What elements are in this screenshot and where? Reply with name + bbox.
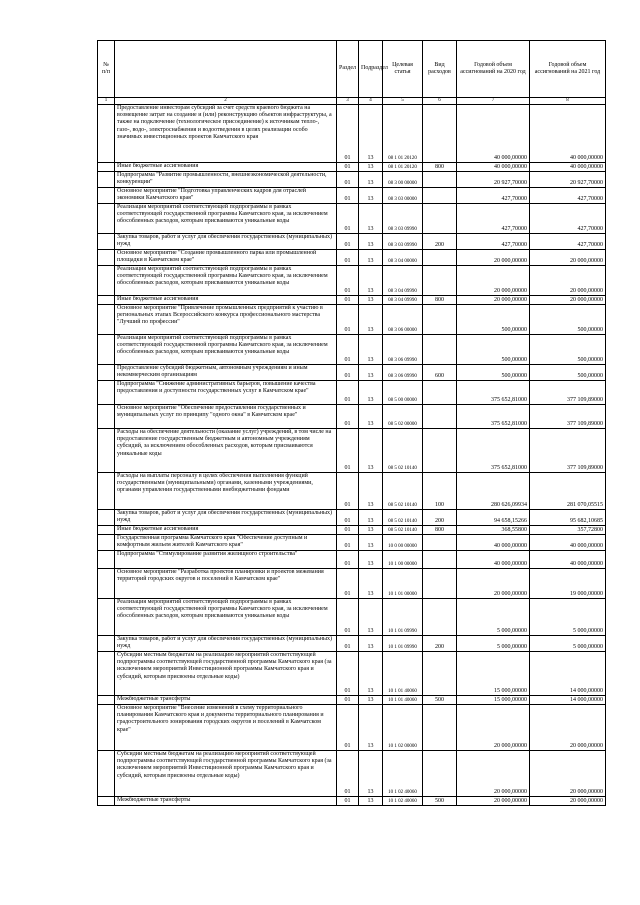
- header-expense-type: Вид расходов: [423, 41, 457, 98]
- table-body: [98, 105, 606, 806]
- row-amount-2020: 40 000,00000: [457, 551, 530, 569]
- column-number: 6: [423, 98, 457, 105]
- row-subsection: 13: [359, 172, 383, 188]
- row-num: [98, 266, 115, 296]
- table-row: [98, 305, 606, 335]
- row-subsection: 13: [359, 797, 383, 806]
- row-subsection: 13: [359, 569, 383, 599]
- table-row: [98, 266, 606, 296]
- row-amount-2021: 20 000,00000: [530, 250, 606, 266]
- row-expense-type: 800: [423, 526, 457, 535]
- row-num: [98, 188, 115, 204]
- row-subsection: 13: [359, 535, 383, 551]
- row-amount-2021: 357,72800: [530, 526, 606, 535]
- row-section: 01: [337, 551, 359, 569]
- row-section: 01: [337, 510, 359, 526]
- row-amount-2021: 427,70000: [530, 188, 606, 204]
- row-num: [98, 526, 115, 535]
- row-target-code: 08 1 01 20120: [383, 105, 423, 163]
- row-name: Расходы на обеспечение деятельности (оказание услуг) учреждений, в том числе на предоставление государственным бюджетным и автономным учреждениям субсидий, за исключением обособленных расходов, которым присваиваются уникальные коды: [115, 429, 337, 473]
- row-expense-type: [423, 250, 457, 266]
- row-amount-2020: 427,70000: [457, 234, 530, 250]
- row-expense-type: [423, 569, 457, 599]
- row-amount-2020: 427,70000: [457, 204, 530, 234]
- row-num: [98, 296, 115, 305]
- table-row: [98, 429, 606, 473]
- row-name: Основное мероприятие "Привлечение промышленных предприятий к участию в региональных этапах Всероссийского конкурса профессионального мастерства "Лучший по профессии": [115, 305, 337, 335]
- row-amount-2020: 20 000,00000: [457, 797, 530, 806]
- row-subsection: 13: [359, 636, 383, 652]
- row-target-code: 08 3 04 00000: [383, 250, 423, 266]
- row-num: [98, 751, 115, 797]
- row-name: Основное мероприятие "Подготовка управленческих кадров для отраслей экономики Камчатского края": [115, 188, 337, 204]
- row-section: 01: [337, 335, 359, 365]
- row-amount-2021: 20 000,00000: [530, 266, 606, 296]
- row-expense-type: [423, 188, 457, 204]
- row-name: Основное мероприятие "Внесение изменений в схему территориального планирования Камчатского края и документы территориального планирования и градостроительного зонирования городских округов и поселений в Камчатском крае": [115, 705, 337, 751]
- row-subsection: 13: [359, 381, 383, 405]
- row-name: Закупка товаров, работ и услуг для обеспечения государственных (муниципальных) нужд: [115, 510, 337, 526]
- row-num: [98, 535, 115, 551]
- row-expense-type: [423, 705, 457, 751]
- row-expense-type: [423, 204, 457, 234]
- row-expense-type: [423, 172, 457, 188]
- row-subsection: 13: [359, 429, 383, 473]
- row-subsection: 13: [359, 266, 383, 296]
- row-section: 01: [337, 636, 359, 652]
- column-number: 7: [457, 98, 530, 105]
- row-section: 01: [337, 599, 359, 636]
- column-number: 8: [530, 98, 606, 105]
- row-num: [98, 234, 115, 250]
- row-amount-2021: 377 109,89000: [530, 381, 606, 405]
- row-name: Закупка товаров, работ и услуг для обеспечения государственных (муниципальных) нужд: [115, 636, 337, 652]
- row-amount-2021: 40 000,00000: [530, 535, 606, 551]
- table-header-row: [98, 41, 606, 98]
- table-row: [98, 405, 606, 429]
- row-target-code: 08 1 01 20120: [383, 163, 423, 172]
- row-amount-2020: 427,70000: [457, 188, 530, 204]
- row-target-code: 08 3 06 09990: [383, 365, 423, 381]
- budget-table: [97, 40, 606, 806]
- row-name: Основное мероприятие "Создание промышленного парка или промышленной площадки в Камчатском крае": [115, 250, 337, 266]
- row-target-code: 08 3 04 09990: [383, 266, 423, 296]
- row-amount-2020: 20 000,00000: [457, 296, 530, 305]
- row-name: Межбюджетные трансферты: [115, 696, 337, 705]
- row-name: Подпрограмма "Развитие промышленности, внешнеэкономической деятельности, конкуренции": [115, 172, 337, 188]
- row-num: [98, 172, 115, 188]
- row-target-code: 08 3 04 09990: [383, 296, 423, 305]
- row-num: [98, 105, 115, 163]
- row-section: 01: [337, 751, 359, 797]
- row-amount-2020: 5 000,00000: [457, 599, 530, 636]
- row-target-code: 08 5 02 10140: [383, 473, 423, 510]
- row-name: Реализация мероприятий соответствующей подпрограммы в рамках соответствующей государственной программы Камчатского края, за исключением обособленных расходов, которым присваиваются уникальные коды: [115, 599, 337, 636]
- row-amount-2020: 368,55800: [457, 526, 530, 535]
- row-expense-type: [423, 551, 457, 569]
- row-target-code: 08 5 02 10140: [383, 526, 423, 535]
- row-num: [98, 797, 115, 806]
- row-amount-2021: 377 109,89000: [530, 405, 606, 429]
- table-row: [98, 705, 606, 751]
- column-number: 5: [383, 98, 423, 105]
- row-amount-2021: 40 000,00000: [530, 551, 606, 569]
- table-row: [98, 535, 606, 551]
- row-amount-2021: 20 000,00000: [530, 705, 606, 751]
- table-row: [98, 204, 606, 234]
- row-subsection: 13: [359, 751, 383, 797]
- row-target-code: 10 1 01 09990: [383, 599, 423, 636]
- table-row: [98, 569, 606, 599]
- row-section: 01: [337, 172, 359, 188]
- table-row: [98, 551, 606, 569]
- row-amount-2020: 500,00000: [457, 365, 530, 381]
- row-name: Подпрограмма "Снижение административных барьеров, повышение качества предоставления и доступности государственных услуг в Камчатском крае": [115, 381, 337, 405]
- table-row: [98, 365, 606, 381]
- row-expense-type: [423, 751, 457, 797]
- row-subsection: 13: [359, 163, 383, 172]
- row-target-code: 08 5 02 00000: [383, 405, 423, 429]
- row-subsection: 13: [359, 296, 383, 305]
- row-amount-2021: 95 682,10685: [530, 510, 606, 526]
- row-expense-type: [423, 266, 457, 296]
- row-amount-2021: 20 000,00000: [530, 751, 606, 797]
- table-row: [98, 188, 606, 204]
- row-section: 01: [337, 266, 359, 296]
- row-amount-2020: 500,00000: [457, 305, 530, 335]
- row-name: Расходы на выплаты персоналу в целях обеспечения выполнения функций государственными (муниципальными) органами, казенными учреждениями, органами управления государственными внебюджетными фондами: [115, 473, 337, 510]
- row-num: [98, 599, 115, 636]
- row-name: Основное мероприятие "Обеспечение предоставления государственных и муниципальных услуг по принципу "одного окна" в Камчатском крае": [115, 405, 337, 429]
- row-num: [98, 569, 115, 599]
- row-section: 01: [337, 381, 359, 405]
- row-subsection: 13: [359, 473, 383, 510]
- row-amount-2020: 20 927,70000: [457, 172, 530, 188]
- row-section: 01: [337, 473, 359, 510]
- row-target-code: 08 3 06 09990: [383, 335, 423, 365]
- row-target-code: 08 3 03 00000: [383, 188, 423, 204]
- row-section: 01: [337, 188, 359, 204]
- row-subsection: 13: [359, 551, 383, 569]
- row-amount-2021: 14 000,00000: [530, 696, 606, 705]
- budget-table-sheet: [97, 40, 606, 806]
- row-expense-type: [423, 105, 457, 163]
- row-name: Государственная программа Камчатского края "Обеспечение доступным и комфортным жильем жителей Камчатского края": [115, 535, 337, 551]
- table-row: [98, 172, 606, 188]
- row-amount-2020: 280 626,09934: [457, 473, 530, 510]
- row-num: [98, 204, 115, 234]
- table-row: [98, 652, 606, 696]
- row-amount-2020: 20 000,00000: [457, 250, 530, 266]
- row-expense-type: [423, 405, 457, 429]
- row-section: 01: [337, 797, 359, 806]
- table-row: [98, 751, 606, 797]
- row-amount-2020: 5 000,00000: [457, 636, 530, 652]
- row-expense-type: [423, 429, 457, 473]
- row-amount-2020: 40 000,00000: [457, 105, 530, 163]
- row-num: [98, 551, 115, 569]
- row-amount-2021: 20 000,00000: [530, 296, 606, 305]
- row-amount-2020: 20 000,00000: [457, 266, 530, 296]
- row-section: 01: [337, 569, 359, 599]
- header-section: Раздел: [337, 41, 359, 98]
- row-amount-2021: 40 000,00000: [530, 163, 606, 172]
- row-amount-2020: 15 000,00000: [457, 696, 530, 705]
- header-target-article: Целевая статья: [383, 41, 423, 98]
- row-name: Субсидии местным бюджетам на реализацию мероприятий соответствующей подпрограммы соответствующей государственной программы Камчатского края (за исключением мероприятий Инвестиционной программы Камчатского края и субсидий, которым присвоены отдельные коды): [115, 751, 337, 797]
- row-expense-type: 800: [423, 296, 457, 305]
- row-target-code: 08 5 02 10140: [383, 429, 423, 473]
- row-name: Иные бюджетные ассигнования: [115, 296, 337, 305]
- row-section: 01: [337, 305, 359, 335]
- row-name: Реализация мероприятий соответствующей подпрограммы в рамках соответствующей государственной программы Камчатского края, за исключением обособленных расходов, которым присваиваются уникальные коды: [115, 204, 337, 234]
- header-subsection: Подраздел: [359, 41, 383, 98]
- row-subsection: 13: [359, 652, 383, 696]
- row-amount-2020: 375 652,81000: [457, 381, 530, 405]
- table-row: [98, 163, 606, 172]
- row-subsection: 13: [359, 105, 383, 163]
- row-target-code: 10 1 01 40060: [383, 652, 423, 696]
- row-amount-2021: 500,00000: [530, 305, 606, 335]
- row-num: [98, 305, 115, 335]
- table-row: [98, 473, 606, 510]
- row-section: 01: [337, 535, 359, 551]
- row-target-code: 08 3 03 09990: [383, 204, 423, 234]
- table-row: [98, 636, 606, 652]
- row-target-code: 10 1 02 00000: [383, 705, 423, 751]
- header-name: [115, 41, 337, 98]
- row-amount-2021: 427,70000: [530, 204, 606, 234]
- row-section: 01: [337, 204, 359, 234]
- row-section: 01: [337, 365, 359, 381]
- row-num: [98, 405, 115, 429]
- row-expense-type: 600: [423, 365, 457, 381]
- row-num: [98, 473, 115, 510]
- row-amount-2021: 40 000,00000: [530, 105, 606, 163]
- row-amount-2021: 20 000,00000: [530, 797, 606, 806]
- row-amount-2021: 20 927,70000: [530, 172, 606, 188]
- row-expense-type: 800: [423, 163, 457, 172]
- row-amount-2020: 40 000,00000: [457, 535, 530, 551]
- row-section: 01: [337, 250, 359, 266]
- row-amount-2021: 5 000,00000: [530, 599, 606, 636]
- row-amount-2020: 20 000,00000: [457, 705, 530, 751]
- row-amount-2021: 281 070,05515: [530, 473, 606, 510]
- row-subsection: 13: [359, 405, 383, 429]
- row-name: Реализация мероприятий соответствующей подпрограммы в рамках соответствующей государственной программы Камчатского края, за исключением обособленных расходов, которым присваиваются уникальные коды: [115, 335, 337, 365]
- column-number: 1: [98, 98, 115, 105]
- row-amount-2020: 20 000,00000: [457, 569, 530, 599]
- row-name: Реализация мероприятий соответствующей подпрограммы в рамках соответствующей государственной программы Камчатского края, за исключением обособленных расходов, которым присваиваются уникальные коды: [115, 266, 337, 296]
- table-row: [98, 510, 606, 526]
- row-expense-type: 200: [423, 636, 457, 652]
- row-target-code: 10 1 01 00000: [383, 569, 423, 599]
- row-name: Иные бюджетные ассигнования: [115, 526, 337, 535]
- row-expense-type: [423, 652, 457, 696]
- row-amount-2020: 375 652,81000: [457, 405, 530, 429]
- row-target-code: 10 1 01 40060: [383, 696, 423, 705]
- row-subsection: 13: [359, 204, 383, 234]
- table-row: [98, 296, 606, 305]
- row-target-code: 10 1 02 40060: [383, 751, 423, 797]
- row-expense-type: 500: [423, 797, 457, 806]
- row-num: [98, 381, 115, 405]
- table-row: [98, 526, 606, 535]
- row-section: 01: [337, 163, 359, 172]
- table-row: [98, 250, 606, 266]
- row-subsection: 13: [359, 234, 383, 250]
- row-amount-2020: 20 000,00000: [457, 751, 530, 797]
- row-num: [98, 429, 115, 473]
- table-row: [98, 335, 606, 365]
- table-row: [98, 599, 606, 636]
- row-target-code: 08 5 00 00000: [383, 381, 423, 405]
- row-section: 01: [337, 405, 359, 429]
- table-row: [98, 797, 606, 806]
- row-amount-2021: 500,00000: [530, 365, 606, 381]
- row-subsection: 13: [359, 365, 383, 381]
- header-year-2021: Годовой объем ассигнований на 2021 год: [530, 41, 606, 98]
- row-expense-type: 100: [423, 473, 457, 510]
- row-subsection: 13: [359, 599, 383, 636]
- row-target-code: 10 1 00 00000: [383, 551, 423, 569]
- row-section: 01: [337, 105, 359, 163]
- row-subsection: 13: [359, 526, 383, 535]
- row-amount-2021: 427,70000: [530, 234, 606, 250]
- row-subsection: 13: [359, 705, 383, 751]
- row-target-code: 08 3 06 00000: [383, 305, 423, 335]
- row-target-code: 10 1 01 09990: [383, 636, 423, 652]
- row-target-code: 10 0 00 00000: [383, 535, 423, 551]
- row-num: [98, 163, 115, 172]
- row-num: [98, 696, 115, 705]
- row-subsection: 13: [359, 250, 383, 266]
- row-name: Подпрограмма "Стимулирование развития жилищного строительства": [115, 551, 337, 569]
- row-name: Субсидии местным бюджетам на реализацию мероприятий соответствующей подпрограммы соответствующей государственной программы Камчатского края (за исключением мероприятий Инвестиционной программы Камчатского края и субсидий, которым присвоены отдельные коды): [115, 652, 337, 696]
- row-amount-2020: 94 658,15266: [457, 510, 530, 526]
- column-number: 2: [115, 98, 337, 105]
- row-num: [98, 652, 115, 696]
- row-expense-type: [423, 335, 457, 365]
- header-num: № п/п: [98, 41, 115, 98]
- row-name: Предоставление субсидий бюджетным, автономным учреждениям и иным некоммерческим организациям: [115, 365, 337, 381]
- row-expense-type: 200: [423, 510, 457, 526]
- row-section: 01: [337, 705, 359, 751]
- row-subsection: 13: [359, 188, 383, 204]
- row-num: [98, 250, 115, 266]
- row-section: 01: [337, 296, 359, 305]
- row-target-code: 10 1 02 40060: [383, 797, 423, 806]
- row-target-code: 08 3 03 09990: [383, 234, 423, 250]
- row-subsection: 13: [359, 305, 383, 335]
- table-row: [98, 234, 606, 250]
- table-row: [98, 696, 606, 705]
- table-row: [98, 105, 606, 163]
- row-amount-2021: 19 000,00000: [530, 569, 606, 599]
- row-section: 01: [337, 526, 359, 535]
- row-section: 01: [337, 429, 359, 473]
- row-amount-2020: 15 000,00000: [457, 652, 530, 696]
- column-number: 4: [359, 98, 383, 105]
- row-section: 01: [337, 234, 359, 250]
- row-amount-2021: 377 109,89000: [530, 429, 606, 473]
- row-num: [98, 636, 115, 652]
- row-section: 01: [337, 696, 359, 705]
- row-target-code: 08 3 00 00000: [383, 172, 423, 188]
- row-num: [98, 705, 115, 751]
- row-name: Иные бюджетные ассигнования: [115, 163, 337, 172]
- row-subsection: 13: [359, 696, 383, 705]
- header-year-2020: Годовой объем ассигнований на 2020 год: [457, 41, 530, 98]
- column-number-row: [98, 98, 606, 105]
- row-name: Закупка товаров, работ и услуг для обеспечения государственных (муниципальных) нужд: [115, 234, 337, 250]
- row-name: Основное мероприятие "Разработка проектов планировки и проектов межевания территорий городских округов и поселений в Камчатском крае": [115, 569, 337, 599]
- row-expense-type: [423, 381, 457, 405]
- row-subsection: 13: [359, 335, 383, 365]
- row-section: 01: [337, 652, 359, 696]
- row-amount-2020: 40 000,00000: [457, 163, 530, 172]
- row-name: Предоставление инвесторам субсидий за счет средств краевого бюджета на возмещение затрат на создание и (или) реконструкцию объектов инфраструктуры, а также на подключение (технологическое присоединение) к источникам тепло-, газо-, водо-, электроснабжения и водоотведения в целях реализации особо значимых инвестиционных проектов Камчатского края: [115, 105, 337, 163]
- row-num: [98, 365, 115, 381]
- row-name: Межбюджетные трансферты: [115, 797, 337, 806]
- row-num: [98, 510, 115, 526]
- row-amount-2021: 5 000,00000: [530, 636, 606, 652]
- row-expense-type: [423, 599, 457, 636]
- row-amount-2021: 14 000,00000: [530, 652, 606, 696]
- row-expense-type: [423, 535, 457, 551]
- row-amount-2020: 375 652,81000: [457, 429, 530, 473]
- row-num: [98, 335, 115, 365]
- column-number: 3: [337, 98, 359, 105]
- row-expense-type: 500: [423, 696, 457, 705]
- table-row: [98, 381, 606, 405]
- row-amount-2021: 500,00000: [530, 335, 606, 365]
- row-subsection: 13: [359, 510, 383, 526]
- row-amount-2020: 500,00000: [457, 335, 530, 365]
- row-target-code: 08 5 02 10140: [383, 510, 423, 526]
- row-expense-type: [423, 305, 457, 335]
- row-expense-type: 200: [423, 234, 457, 250]
